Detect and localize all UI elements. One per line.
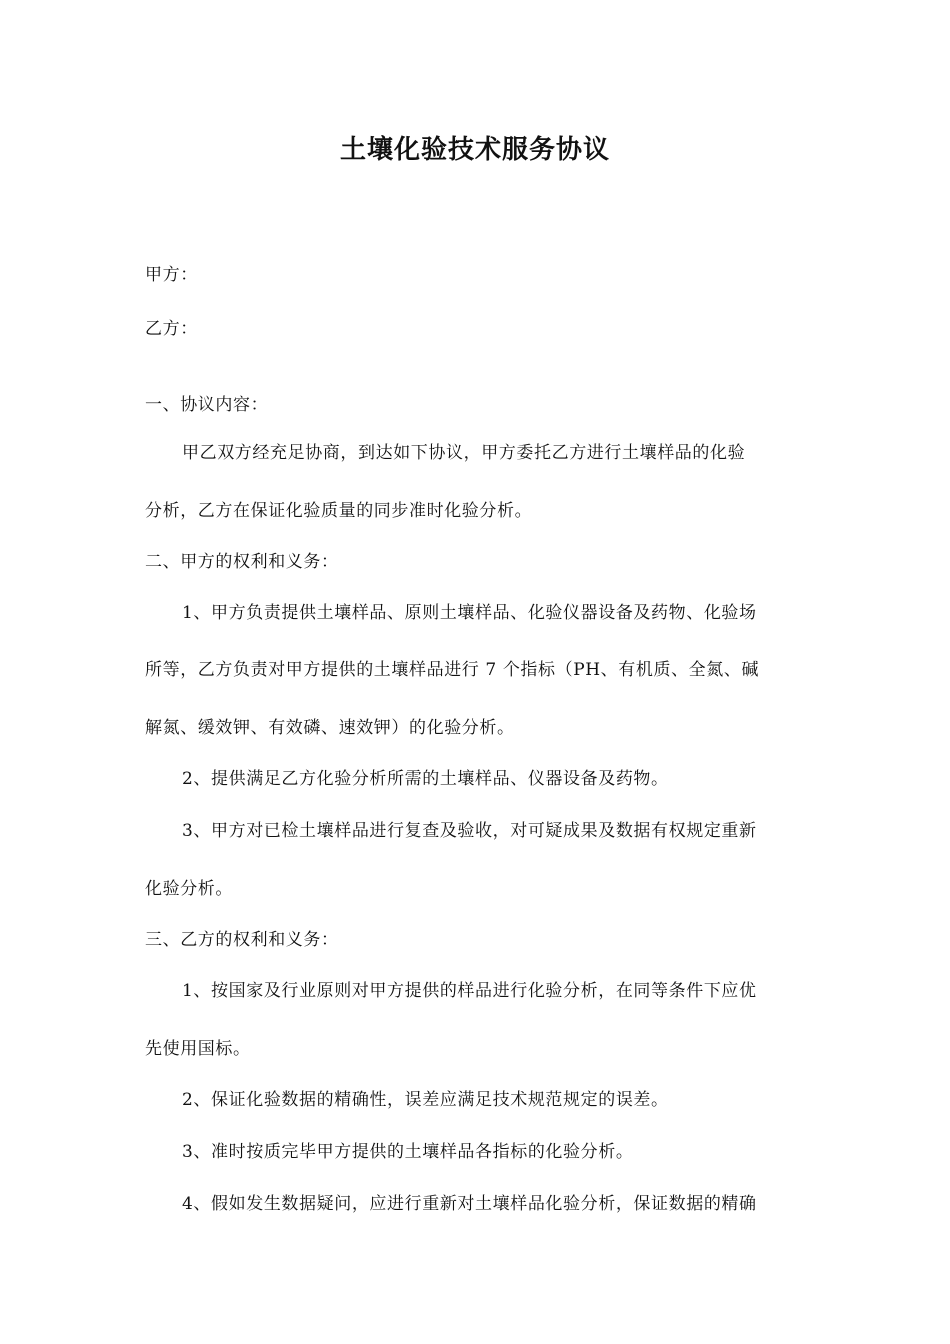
- paragraph-line: 3、甲方对已检土壤样品进行复查及验收，对可疑成果及数据有权规定重新: [182, 821, 757, 841]
- paragraph-line: 甲乙双方经充足协商，到达如下协议，甲方委托乙方进行土壤样品的化验: [182, 443, 746, 463]
- section-heading-3: 三、乙方的权利和义务：: [145, 930, 339, 950]
- paragraph-line: 分析，乙方在保证化验质量的同步准时化验分析。: [145, 501, 533, 521]
- paragraph-line: 3、准时按质完毕甲方提供的土壤样品各指标的化验分析。: [182, 1142, 634, 1162]
- paragraph-line: 1、甲方负责提供土壤样品、原则土壤样品、化验仪器设备及药物、化验场: [182, 603, 757, 623]
- paragraph-line: 2、提供满足乙方化验分析所需的土壤样品、仪器设备及药物。: [182, 769, 669, 789]
- paragraph-line: 化验分析。: [145, 879, 233, 899]
- paragraph-line: 先使用国标。: [145, 1039, 251, 1059]
- section-heading-2: 二、甲方的权利和义务：: [145, 552, 339, 572]
- paragraph-line: 2、保证化验数据的精确性，误差应满足技术规范规定的误差。: [182, 1090, 669, 1110]
- paragraph-line: 所等，乙方负责对甲方提供的土壤样品进行 7 个指标（PH、有机质、全氮、碱: [145, 660, 760, 680]
- paragraph-line: 解氮、缓效钾、有效磷、速效钾）的化验分析。: [145, 718, 515, 738]
- section-heading-1: 一、协议内容：: [145, 395, 269, 415]
- document-title: 土壤化验技术服务协议: [339, 135, 610, 165]
- paragraph-line: 4、假如发生数据疑问，应进行重新对土壤样品化验分析，保证数据的精确: [182, 1194, 757, 1214]
- party-a-label: 甲方：: [145, 265, 198, 285]
- party-b-label: 乙方：: [145, 319, 198, 339]
- paragraph-line: 1、按国家及行业原则对甲方提供的样品进行化验分析，在同等条件下应优: [182, 981, 757, 1001]
